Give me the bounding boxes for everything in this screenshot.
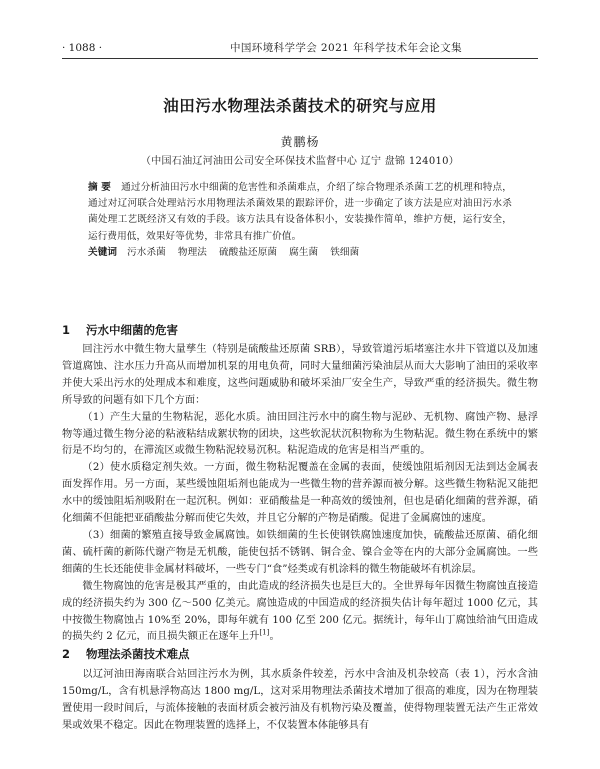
keyword: 腐生菌 [289, 246, 319, 258]
citation-marker: [1] [259, 629, 270, 638]
body-paragraph: 以辽河油田海南联合站回注污水为例，其水质条件较差，污水中含油及机杂较高（表 1），污水含油 150mg/L，含有机悬浮物高达 1800 mg/L，这对采用物理法杀菌技术增加了很高的难度，因为在物理装置使用一段时间后，与流体接触的表面材质会被污油及有机物污染及覆盖，使得物理装置无法产生正常效果或效果不稳定。因此在物理装置的选择上，不仅装置本体能够具有 [62, 669, 538, 731]
section-number: 1 [62, 323, 71, 337]
body-paragraph: （3）细菌的繁殖直接导致金属腐蚀。如铁细菌的生长使钢铁腐蚀速度加快，硫酸盐还原菌、硝化细菌、硫杆菌的新陈代谢产物是无机酸，能使包括不锈钢、铜合金、镍合金等在内的大部分金属腐蚀。一些细菌的生长还能使非金属材料破坏，一些专门“食”烃类或有机涂料的微生物能破坏有机涂层。 [62, 529, 538, 575]
body-paragraph: （2）使水质稳定剂失效。一方面，微生物粘泥覆盖在金属的表面，使缓蚀阻垢剂因无法到达金属表面发挥作用。另一方面，某些缓蚀阻垢剂也能成为一些微生物的营养源而被分解。这些微生物粘泥又能把水中的缓蚀阻垢剂吸附在一起沉积。例如：亚硝酸盐是一种高效的缓蚀剂，但也是硝化细菌的营养源，硝化细菌不但能把亚硝酸盐分解而使它失效，并且它分解的产物是硝酸。促进了金属腐蚀的速度。 [62, 462, 538, 525]
keyword: 物理法 [177, 246, 207, 258]
section-title: 物理法杀菌技术难点 [86, 647, 190, 661]
body-paragraph: 回注污水中微生物大量孳生（特别是硫酸盐还原菌 SRB），导致管道污垢堵塞注水井下管道以及加速管道腐蚀、注水压力升高从而增加机泵的用电负荷，同时大量细菌污染油层从而大大影响了油田的采收率并使大采出污水的处理成本和难度，这些问题威胁和破坏采油厂安全生产，导致严重的经济损失。微生物所导致的问题有如下几个方面： [62, 344, 538, 406]
keywords-line [88, 245, 512, 261]
section-number: 2 [62, 647, 71, 661]
abstract-text: 通过分析油田污水中细菌的危害性和杀菌难点，介绍了综合物理杀杀菌工艺的机理和特点，通过对辽河联合处理站污水用物理法杀菌效果的跟踪评价，进一步确定了该方法是应对油田污水杀菌处理工艺既经济又有效的手段。该方法具有设备体积小，安装操作简单，维护方便，运行安全，运行费用低，效果好等优势，非常具有推广价值。 [88, 182, 513, 242]
section-2-body [62, 667, 538, 735]
header-rule [62, 58, 538, 59]
section-title: 污水中细菌的危害 [86, 323, 178, 337]
section-heading-1 [62, 322, 178, 338]
author-name: 黄鹏杨 [280, 135, 320, 149]
section-1-body [62, 342, 538, 646]
keyword: 污水杀菌 [127, 246, 166, 258]
abstract-label: 摘 要 [88, 182, 112, 193]
paper-title: 油田污水物理法杀菌技术的研究与应用 [163, 97, 437, 115]
abstract-block [88, 180, 512, 261]
author-affiliation: （中国石油辽河油田公司安全环保技术监督中心 辽宁 盘锦 124010） [140, 156, 460, 167]
journal-title: 中国环境科学学会 2021 年科学技术年会论文集 [230, 42, 462, 54]
section-heading-2 [62, 646, 190, 662]
keyword: 硫酸盐还原菌 [218, 246, 278, 258]
keyword: 铁细菌 [330, 246, 360, 258]
body-paragraph: 微生物腐蚀的危害是极其严重的，由此造成的经济损失也是巨大的。全世界每年因微生物腐蚀直接造成的经济损失约为 300 亿～500 亿美元。腐蚀造成的中国造成的经济损失估计每年超过 1000 亿元，其中按微生物腐蚀占 10%至 20%，即每年就有 100 亿至 200 亿元。据统计，每年山丁腐蚀给油气田造成的损失约 2 亿元，而且损失额正在逐年上升[1]。 [62, 580, 538, 643]
abstract-paragraph [88, 180, 512, 245]
body-paragraph: （1）产生大量的生物粘泥，恶化水质。油田回注污水中的腐生物与泥砂、无机物、腐蚀产物、悬浮物等通过微生物分泌的粘液粘结成絮状物的团块，这些软泥状沉积物称为生物粘泥。微生物在系统中的繁衍是不均匀的，在滞流区或微生物粘泥较易沉积。粘泥造成的危害是相当严重的。 [62, 411, 538, 457]
running-header [62, 40, 538, 56]
page-number: · 1088 · [62, 42, 103, 54]
keywords-label: 关键词 [88, 246, 118, 258]
